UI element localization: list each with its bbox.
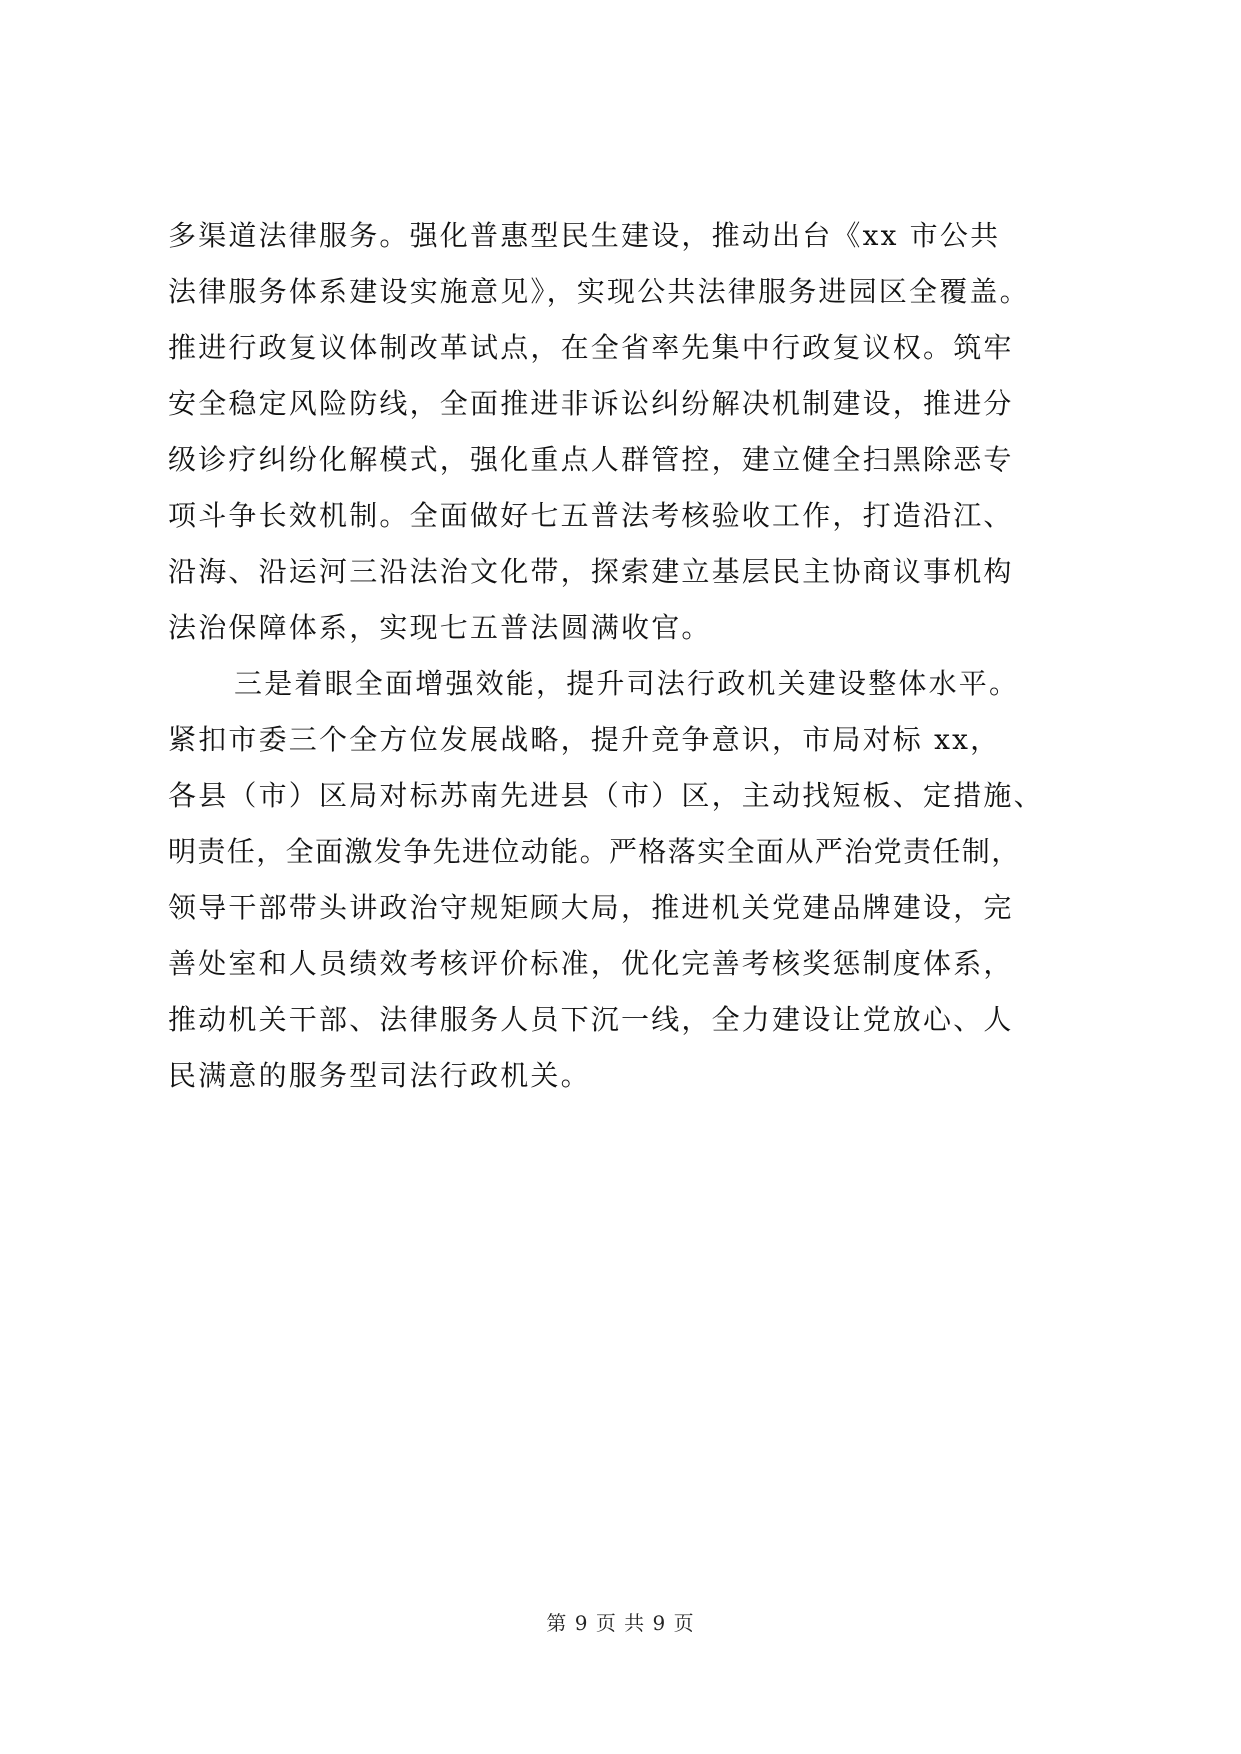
text-line: 项斗争长效机制。全面做好七五普法考核验收工作，打造沿江、	[168, 499, 1014, 532]
text-line: 法律服务体系建设实施意见》，实现公共法律服务进园区全覆盖。	[168, 275, 1030, 308]
text-line: 多渠道法律服务。强化普惠型民生建设，推动出台《xx 市公共	[168, 219, 1001, 252]
text-line: 明责任，全面激发争先进位动能。严格落实全面从严治党责任制，	[168, 835, 1021, 868]
page-number-footer: 第 9 页 共 9 页	[546, 1611, 695, 1635]
text-line: 民满意的服务型司法行政机关。	[168, 1059, 591, 1092]
text-line: 级诊疗纠纷化解模式，强化重点人群管控，建立健全扫黑除恶专	[168, 443, 1014, 476]
text-line: 安全稳定风险防线，全面推进非诉讼纠纷解决机制建设，推进分	[168, 387, 1014, 420]
document-body	[168, 208, 1088, 1104]
text-line: 紧扣市委三个全方位发展战略，提升竞争意识，市局对标 xx，	[168, 723, 1001, 756]
text-line: 领导干部带头讲政治守规矩顾大局，推进机关党建品牌建设，完	[168, 891, 1014, 924]
text-line: 各县（市）区局对标苏南先进县（市）区，主动找短板、定措施、	[168, 779, 1044, 812]
text-line: 法治保障体系，实现七五普法圆满收官。	[168, 611, 712, 644]
text-line: 沿海、沿运河三沿法治文化带，探索建立基层民主协商议事机构	[168, 555, 1014, 588]
text-line: 推进行政复议体制改革试点，在全省率先集中行政复议权。筑牢	[168, 331, 1014, 364]
text-line: 善处室和人员绩效考核评价标准，优化完善考核奖惩制度体系，	[168, 947, 1014, 980]
text-line: 推动机关干部、法律服务人员下沉一线，全力建设让党放心、人	[168, 1003, 1014, 1036]
paragraph-start-line: 三是着眼全面增强效能，提升司法行政机关建设整体水平。	[234, 667, 1020, 700]
